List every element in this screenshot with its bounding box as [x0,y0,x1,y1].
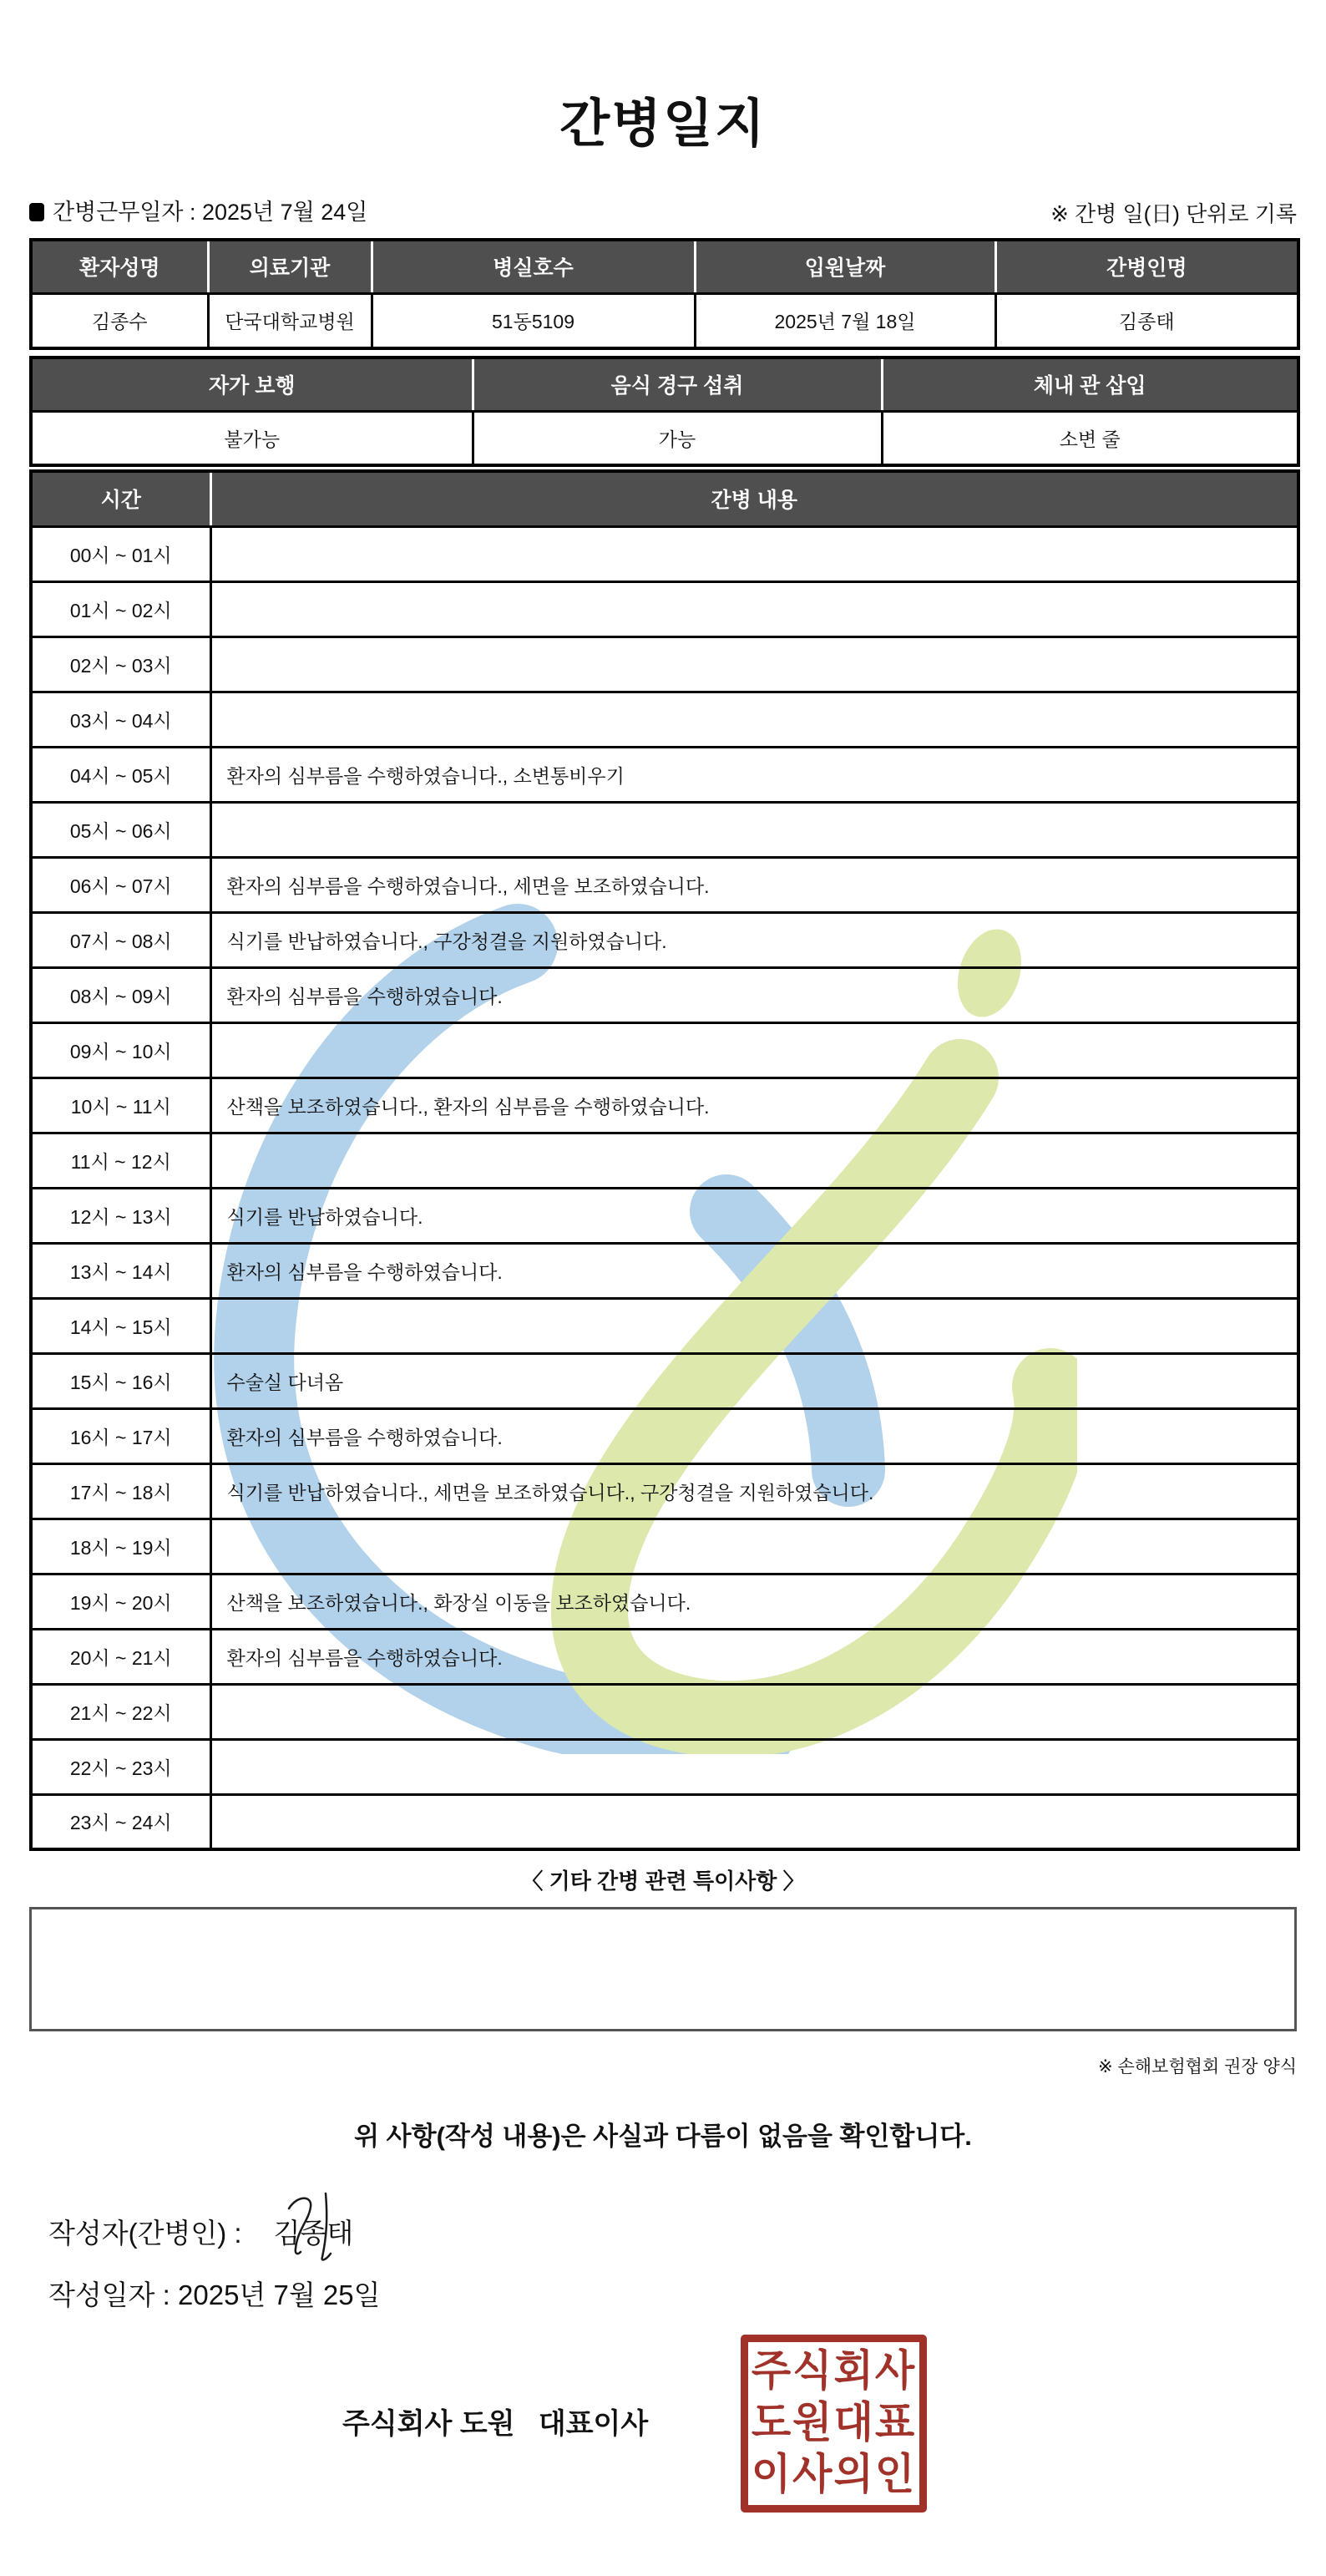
care-time-cell: 23시 ~ 24시 [31,1794,210,1849]
care-log-row-2 [31,636,1298,692]
stamp-line-3: 이사의인 [751,2452,917,2499]
page-title: 간병일지 [559,95,767,153]
care-log-row-9 [31,1022,1298,1078]
care-content-header: 간병 내용 [210,471,1298,526]
status-value-cell-2: 소변 줄 [882,411,1298,465]
care-log-row-15 [31,1353,1298,1408]
info-header-cell-4: 간병인명 [995,240,1298,293]
care-log-header-row [31,471,1298,526]
care-content-cell: 산책을 보조하였습니다., 화장실 이동을 보조하였습니다. [210,1574,1298,1629]
confirmation-statement: 위 사항(작성 내용)은 사실과 다름이 없음을 확인합니다. [354,2122,972,2151]
care-log-row-22 [31,1739,1298,1794]
care-log-row-12 [31,1188,1298,1243]
care-log-row-19 [31,1574,1298,1629]
patient-status-table [29,356,1300,467]
care-time-cell: 14시 ~ 15시 [31,1298,210,1353]
company-and-ceo-line: 주식회사 도원 대표이사 [342,2408,649,2440]
care-log-row-3 [31,692,1298,747]
care-log-row-4 [31,747,1298,802]
care-content-cell: 환자의 심부름을 수행하였습니다. [210,967,1298,1022]
care-log-row-1 [31,581,1298,636]
care-content-cell [210,1022,1298,1078]
care-content-cell: 환자의 심부름을 수행하였습니다., 소변통비우기 [210,747,1298,802]
care-time-cell: 13시 ~ 14시 [31,1243,210,1298]
stamp-line-1: 주식회사 [751,2347,917,2395]
info-header-cell-0: 환자성명 [31,240,208,293]
care-content-cell: 식기를 반납하였습니다., 세면을 보조하였습니다., 구강청결을 지원하였습니다. [210,1463,1298,1519]
care-content-cell [210,526,1298,581]
info-header-cell-1: 의료기관 [208,240,372,293]
care-time-cell: 18시 ~ 19시 [31,1519,210,1574]
care-content-cell: 환자의 심부름을 수행하였습니다. [210,1243,1298,1298]
care-log-table [29,469,1300,1851]
care-content-cell [210,802,1298,857]
info-value-cell-4: 김종태 [995,293,1298,348]
care-content-cell: 식기를 반납하였습니다. [210,1188,1298,1243]
care-time-cell: 20시 ~ 21시 [31,1629,210,1684]
care-content-cell [210,1794,1298,1849]
care-time-cell: 09시 ~ 10시 [31,1022,210,1078]
care-work-date [29,194,367,226]
patient-info-header-row [31,240,1298,293]
care-time-header: 시간 [31,471,210,526]
care-work-date-text: 간병근무일자 : 2025년 7월 24일 [53,200,368,225]
care-log-row-14 [31,1298,1298,1353]
care-log-row-20 [31,1629,1298,1684]
care-content-cell [210,636,1298,692]
care-time-cell: 17시 ~ 18시 [31,1463,210,1519]
corporate-seal-stamp [741,2335,927,2513]
care-time-cell: 07시 ~ 08시 [31,912,210,967]
care-time-cell: 21시 ~ 22시 [31,1684,210,1739]
patient-status-value-row [31,411,1298,465]
status-header-cell-2: 체내 관 삽입 [882,357,1298,411]
care-content-cell [210,1298,1298,1353]
care-content-cell: 수술실 다녀옴 [210,1353,1298,1408]
care-content-cell [210,1739,1298,1794]
status-value-cell-0: 불가능 [224,428,281,450]
writer-label: 작성자(간병인) : [48,2218,242,2249]
care-log-row-7 [31,912,1298,967]
handwritten-signature [282,2190,349,2265]
care-log-row-21 [31,1684,1298,1739]
care-time-cell: 08시 ~ 09시 [31,967,210,1022]
stamp-line-2: 도원대표 [751,2399,917,2447]
patient-info-table [29,238,1300,350]
care-time-cell: 10시 ~ 11시 [31,1078,210,1133]
care-time-cell: 06시 ~ 07시 [31,857,210,912]
care-time-cell: 03시 ~ 04시 [31,692,210,747]
info-header-cell-2: 병실호수 [372,240,695,293]
care-content-cell [210,581,1298,636]
care-log-row-18 [31,1519,1298,1574]
care-content-cell [210,692,1298,747]
status-value-cell-1: 가능 [473,411,882,465]
patient-status-header-row [31,357,1298,411]
special-notes-heading: 〈 기타 간병 관련 특이사항 〉 [521,1869,805,1894]
status-header-cell-1: 음식 경구 섭취 [473,357,882,411]
care-log-row-11 [31,1133,1298,1188]
care-content-cell: 환자의 심부름을 수행하였습니다., 세면을 보조하였습니다. [210,857,1298,912]
care-content-cell: 식기를 반납하였습니다., 구강청결을 지원하였습니다. [210,912,1298,967]
care-content-cell [210,1133,1298,1188]
care-time-cell: 04시 ~ 05시 [31,747,210,802]
info-value-cell-3: 2025년 7월 18일 [695,293,995,348]
recommended-form-note: ※ 손해보험협회 권장 양식 [1098,2057,1297,2077]
care-time-cell: 05시 ~ 06시 [31,802,210,857]
care-content-cell: 환자의 심부름을 수행하였습니다. [210,1408,1298,1463]
care-log-row-13 [31,1243,1298,1298]
special-notes-box [29,1907,1297,2031]
care-time-cell: 02시 ~ 03시 [31,636,210,692]
info-value-cell-2: 51동5109 [372,293,695,348]
care-time-cell: 01시 ~ 02시 [31,581,210,636]
care-log-row-23 [31,1794,1298,1849]
care-content-cell: 환자의 심부름을 수행하였습니다. [210,1629,1298,1684]
care-log-row-6 [31,857,1298,912]
care-time-cell: 12시 ~ 13시 [31,1188,210,1243]
care-log-row-8 [31,967,1298,1022]
care-log-row-0 [31,526,1298,581]
care-time-cell: 22시 ~ 23시 [31,1739,210,1794]
care-time-cell: 15시 ~ 16시 [31,1353,210,1408]
status-header-cell-0: 자가 보행 [31,357,473,411]
daily-unit-note: ※ 간병 일(日) 단위로 기록 [1050,201,1297,226]
written-date-line: 작성일자 : 2025년 7월 25일 [48,2279,381,2310]
care-time-cell: 16시 ~ 17시 [31,1408,210,1463]
info-header-cell-3: 입원날짜 [695,240,995,293]
care-log-row-16 [31,1408,1298,1463]
care-time-cell: 19시 ~ 20시 [31,1574,210,1629]
info-value-cell-0: 김종수 [91,311,148,333]
care-log-row-5 [31,802,1298,857]
care-time-cell: 11시 ~ 12시 [31,1133,210,1188]
care-time-cell: 00시 ~ 01시 [69,544,172,566]
square-bullet-icon [29,203,44,221]
care-log-row-10 [31,1078,1298,1133]
care-content-cell [210,1684,1298,1739]
writer-name: 김종태 [273,2218,354,2249]
patient-info-value-row [31,293,1298,348]
info-value-cell-1: 단국대학교병원 [208,293,372,348]
care-log-row-17 [31,1463,1298,1519]
care-content-cell: 산책을 보조하였습니다., 환자의 심부름을 수행하였습니다. [210,1078,1298,1133]
care-content-cell [210,1519,1298,1574]
